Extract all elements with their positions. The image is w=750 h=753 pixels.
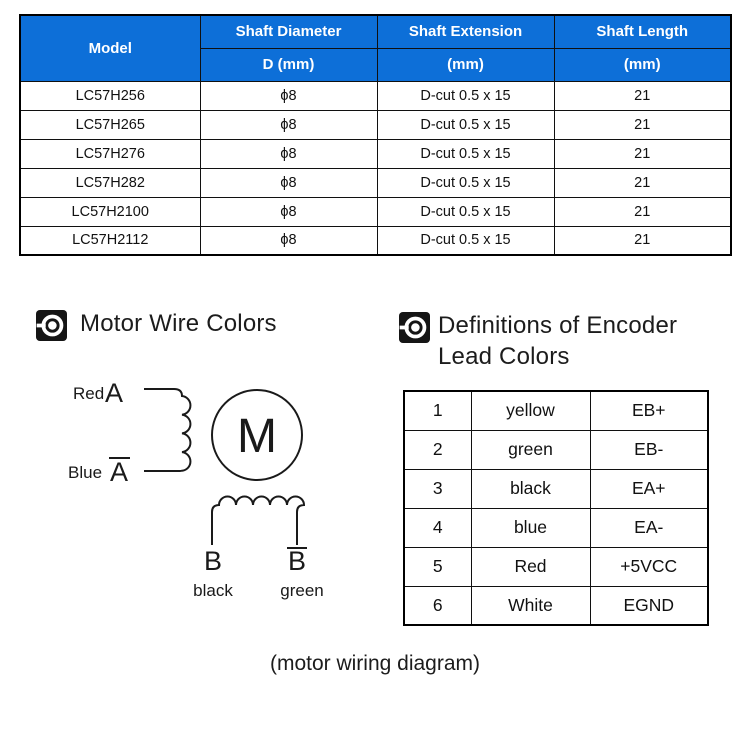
- spec-cell-model: LC57H256: [20, 81, 200, 110]
- spec-cell-model: LC57H282: [20, 168, 200, 197]
- encoder-row: [404, 508, 708, 547]
- phase-a-bar-label: A: [110, 457, 129, 487]
- encoder-signal: EA+: [590, 469, 708, 508]
- encoder-signal: +5VCC: [590, 547, 708, 586]
- wire-color-black-label: black: [193, 581, 233, 600]
- spec-cell-length: 21: [554, 139, 731, 168]
- spec-cell-extension: D-cut 0.5 x 15: [377, 81, 554, 110]
- spec-cell-diameter: ϕ8: [200, 81, 377, 110]
- spec-header-model: Model: [20, 15, 200, 81]
- encoder-wire-color: Red: [471, 547, 590, 586]
- encoder-row: [404, 391, 708, 430]
- spec-row: [20, 81, 731, 110]
- encoder-wire-color: blue: [471, 508, 590, 547]
- spec-cell-length: 21: [554, 81, 731, 110]
- spec-cell-extension: D-cut 0.5 x 15: [377, 110, 554, 139]
- encoder-pin: 6: [404, 586, 471, 625]
- spec-cell-model: LC57H276: [20, 139, 200, 168]
- spec-cell-diameter: ϕ8: [200, 226, 377, 255]
- spec-header-shaft-extension-unit: (mm): [377, 48, 554, 81]
- spec-cell-model: LC57H265: [20, 110, 200, 139]
- encoder-pin: 4: [404, 508, 471, 547]
- spec-cell-extension: D-cut 0.5 x 15: [377, 197, 554, 226]
- wire-color-red-label: Red: [73, 384, 105, 403]
- spec-header-shaft-length-unit: (mm): [554, 48, 731, 81]
- spec-row: [20, 197, 731, 226]
- spec-cell-diameter: ϕ8: [200, 197, 377, 226]
- encoder-wire-color: green: [471, 430, 590, 469]
- spec-cell-extension: D-cut 0.5 x 15: [377, 226, 554, 255]
- spec-cell-length: 21: [554, 226, 731, 255]
- encoder-pin: 1: [404, 391, 471, 430]
- spec-cell-length: 21: [554, 197, 731, 226]
- spec-header-row-1: [20, 15, 731, 48]
- spec-header-shaft-diameter-unit: D (mm): [200, 48, 377, 81]
- encoder-wire-color: yellow: [471, 391, 590, 430]
- spec-cell-diameter: ϕ8: [200, 139, 377, 168]
- encoder-row: [404, 586, 708, 625]
- spec-row: [20, 226, 731, 255]
- phase-a-coil: [144, 389, 190, 471]
- bullseye-icon: [36, 310, 67, 341]
- spec-cell-model: LC57H2112: [20, 226, 200, 255]
- encoder-table: [403, 390, 709, 626]
- encoder-signal: EB+: [590, 391, 708, 430]
- phase-b-label: B: [203, 546, 223, 576]
- spec-cell-extension: D-cut 0.5 x 15: [377, 139, 554, 168]
- encoder-pin: 3: [404, 469, 471, 508]
- phase-b-coil: [212, 497, 304, 546]
- phase-b-bar-label: B: [287, 546, 307, 576]
- spec-header-shaft-length: Shaft Length: [554, 15, 731, 48]
- encoder-row: [404, 547, 708, 586]
- spec-table: [19, 14, 732, 256]
- encoder-row: [404, 469, 708, 508]
- wire-color-green-label: green: [280, 581, 324, 600]
- encoder-pin: 5: [404, 547, 471, 586]
- encoder-lead-colors-title: Definitions of Encoder Lead Colors: [438, 312, 678, 370]
- encoder-signal: EB-: [590, 430, 708, 469]
- encoder-wire-color: White: [471, 586, 590, 625]
- motor-wire-colors-section-heading: [36, 308, 277, 341]
- spec-cell-diameter: ϕ8: [200, 110, 377, 139]
- spec-cell-diameter: ϕ8: [200, 168, 377, 197]
- motor-wiring-diagram: [45, 372, 355, 612]
- wire-color-blue-label: Blue: [68, 463, 103, 482]
- spec-cell-extension: D-cut 0.5 x 15: [377, 168, 554, 197]
- spec-cell-length: 21: [554, 168, 731, 197]
- bullseye-icon: [399, 312, 430, 343]
- encoder-lead-colors-section-heading: [399, 310, 696, 372]
- spec-header-shaft-extension: Shaft Extension: [377, 15, 554, 48]
- spec-table-container: [19, 14, 730, 256]
- phase-a-label: A: [105, 378, 124, 408]
- spec-cell-length: 21: [554, 110, 731, 139]
- spec-row: [20, 139, 731, 168]
- diagram-caption: (motor wiring diagram): [269, 652, 481, 675]
- motor-letter: M: [237, 410, 277, 463]
- spec-row: [20, 168, 731, 197]
- encoder-signal: EGND: [590, 586, 708, 625]
- motor-wire-colors-title: Motor Wire Colors: [80, 310, 277, 337]
- spec-cell-model: LC57H2100: [20, 197, 200, 226]
- encoder-row: [404, 430, 708, 469]
- encoder-wire-color: black: [471, 469, 590, 508]
- encoder-signal: EA-: [590, 508, 708, 547]
- spec-header-shaft-diameter: Shaft Diameter: [200, 15, 377, 48]
- encoder-pin: 2: [404, 430, 471, 469]
- spec-row: [20, 110, 731, 139]
- encoder-table-container: [403, 390, 707, 626]
